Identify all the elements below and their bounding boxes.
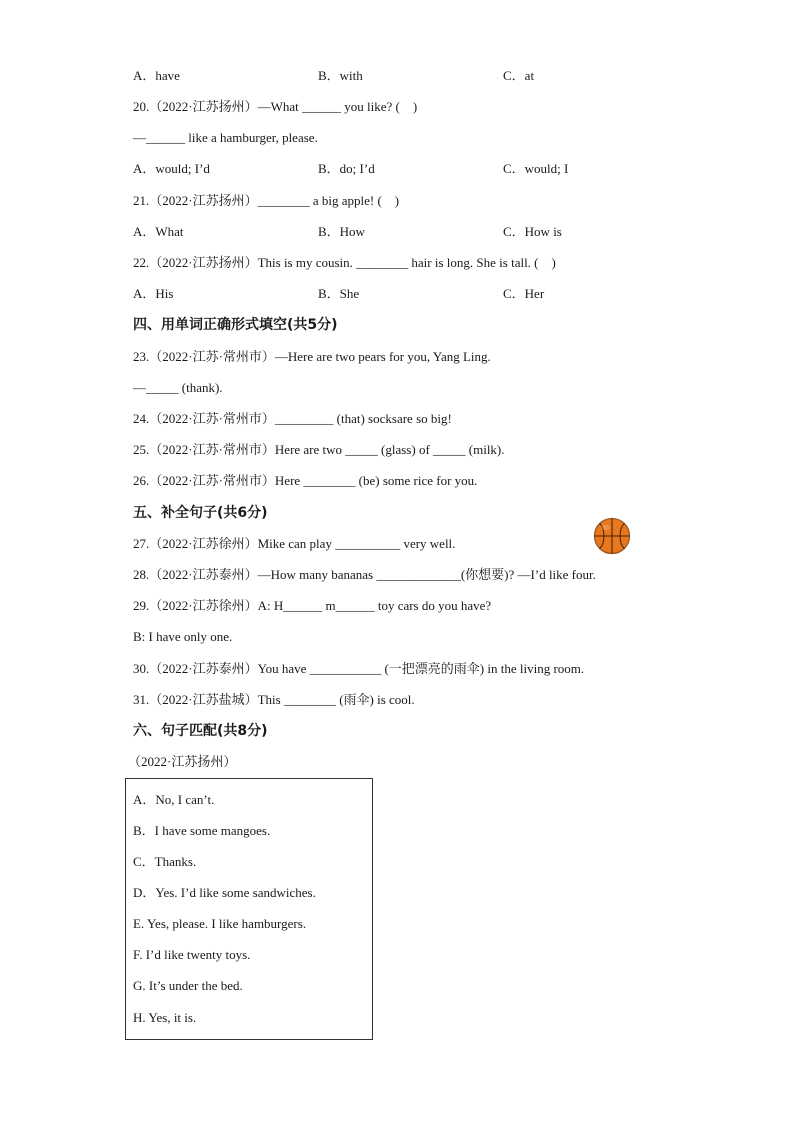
question-30: 30.（2022·江苏泰州）You have ___________ (一把漂亮的雨伞) in the living room.: [133, 661, 585, 676]
option-c: C．Her: [503, 286, 545, 301]
question-26: 26.（2022·江苏·常州市）Here ________ (be) some rice for you.: [133, 473, 478, 488]
option-b: B．do; I’d: [318, 161, 375, 176]
list-item: F. I’d like twenty toys.: [133, 947, 251, 962]
list-item: A．No, I can’t.: [133, 792, 215, 807]
option-a: A．would; I’d: [133, 161, 210, 176]
question-22: 22.（2022·江苏扬州）This is my cousin. ________ hair is long. She is tall. ( ): [133, 255, 556, 270]
list-item: B．I have some mangoes.: [133, 823, 271, 838]
option-b: B．with: [318, 68, 363, 83]
option-b: B．She: [318, 286, 360, 301]
section-6-heading: 六、句子匹配(共8分): [133, 723, 268, 739]
option-c: C．at: [503, 68, 535, 83]
option-a: A．have: [133, 68, 180, 83]
list-item: G. It’s under the bed.: [133, 978, 243, 993]
source-label: （2022·江苏扬州）: [128, 754, 237, 769]
option-a: A．His: [133, 286, 174, 301]
option-a: A．What: [133, 224, 184, 239]
section-4-heading: 四、用单词正确形式填空(共5分): [133, 317, 338, 333]
question-29-answer-line: B: I have only one.: [133, 629, 233, 644]
question-29: 29.（2022·江苏徐州）A: H______ m______ toy cars do you have?: [133, 598, 492, 613]
question-25: 25.（2022·江苏·常州市）Here are two _____ (glass) of _____ (milk).: [133, 442, 505, 457]
question-23-answer-line: —_____ (thank).: [133, 380, 223, 395]
list-item: H. Yes, it is.: [133, 1010, 197, 1025]
question-31: 31.（2022·江苏盐城）This ________ (雨伞) is cool.: [133, 692, 415, 707]
question-20: 20.（2022·江苏扬州）—What ______ you like? ( ): [133, 99, 418, 114]
option-b: B．How: [318, 224, 365, 239]
option-c: C．How is: [503, 224, 562, 239]
list-item: D．Yes. I’d like some sandwiches.: [133, 885, 316, 900]
basketball-icon: [593, 517, 631, 555]
section-5-heading: 五、补全句子(共6分): [133, 505, 268, 521]
matching-options-box: [125, 778, 373, 1040]
question-28: 28.（2022·江苏泰州）—How many bananas _____________(你想要)? —I’d like four.: [133, 567, 596, 582]
question-23: 23.（2022·江苏·常州市）—Here are two pears for you, Yang Ling.: [133, 349, 491, 364]
question-21: 21.（2022·江苏扬州）________ a big apple! ( ): [133, 193, 400, 208]
list-item: C．Thanks.: [133, 854, 197, 869]
option-c: C．would; I: [503, 161, 569, 176]
list-item: E. Yes, please. I like hamburgers.: [133, 916, 307, 931]
question-24: 24.（2022·江苏·常州市）_________ (that) socksare so big!: [133, 411, 452, 426]
question-20-answer-line: —______ like a hamburger, please.: [133, 130, 318, 145]
question-27: 27.（2022·江苏徐州）Mike can play __________ very well.: [133, 536, 456, 551]
